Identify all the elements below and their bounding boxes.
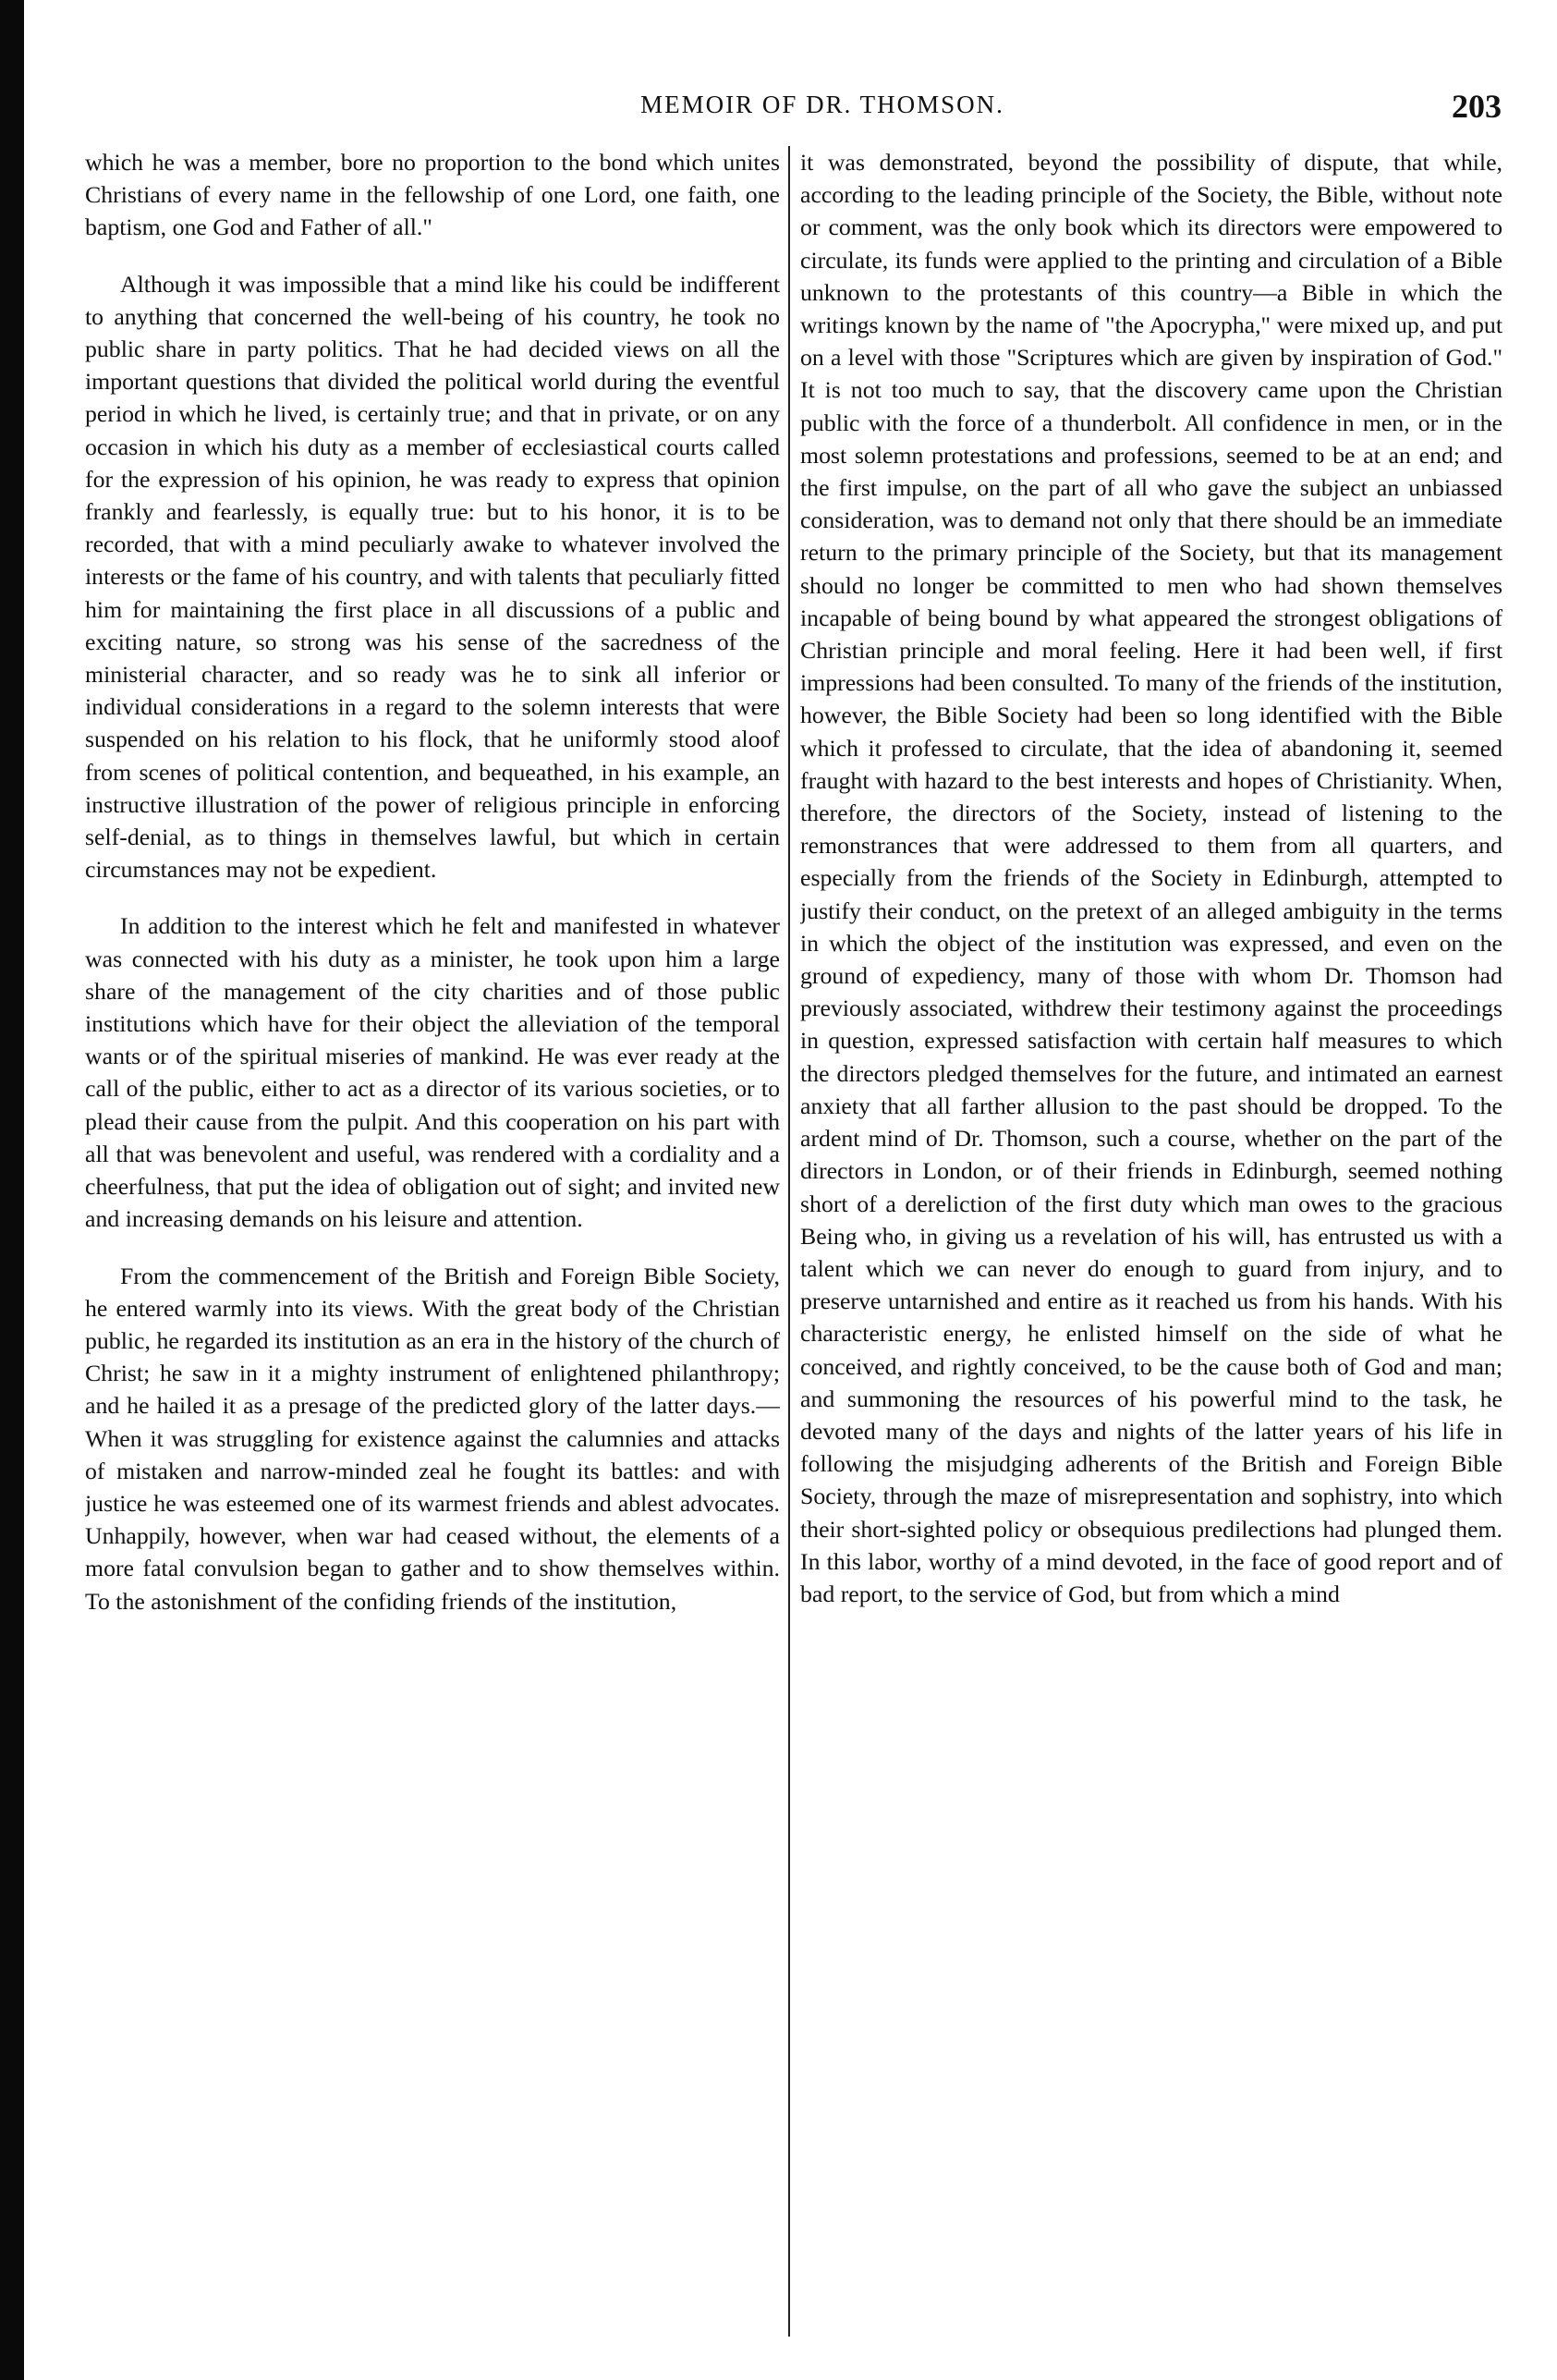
running-head: MEMOIR OF DR. THOMSON.: [640, 91, 1004, 118]
page-number: 203: [1452, 88, 1502, 125]
page-spine-shadow: [0, 0, 24, 2380]
paragraph: From the commencement of the British and Foreign Bible Society, he entered warmly into its views. With the great body of the Christian public, he regarded its institution as an era in the history of the church of Christ; he saw in it a mighty instrument of enlightened philanthropy; and he hailed it as a presage of the predicted glory of the latter days.— When it was struggling for existence against the calumnies and attacks of mistaken and narrow-minded zeal he fought its battles: and with justice he was esteemed one of its warmest friends and ablest advocates. Unhappily, however, when war had ceased without, the elements of a more fatal convulsion began to gather and to show themselves within. To the astonishment of the confiding friends of the institution,: [85, 1262, 780, 1615]
paragraph: Although it was impossible that a mind like his could be indifferent to anything that concerned the well-being of his country, he took no public share in party politics. That he had decided views on all the important questions that divided the political world during the eventful period in which he lived, is certainly true; and that in private, or on any occasion in which his duty as a member of ecclesiastical courts called for the expression of his opinion, he was ready to express that opinion frankly and fearlessly, is equally true: but to his honor, it is to be recorded, that with a mind peculiarly awake to whatever involved the interests or the fame of his country, and with talents that peculiarly fitted him for maintaining the first place in all discussions of a public and exciting nature, so strong was his sense of the sacredness of the ministerial character, and so ready was he to sink all inferior or individual considerations in a regard to the solemn interests that were suspended on his relation to his flock, that he uniformly stood aloof from scenes of political contention, and bequeathed, in his example, an instructive illustration of the power of religious principle in enforcing self-denial, as to things in themselves lawful, but which in certain circumstances may not be expedient.: [85, 270, 780, 884]
right-column: [800, 146, 1502, 2346]
page-header: [83, 88, 1502, 131]
paragraph: which he was a member, bore no proportion to the bond which unites Christians of every name in the fellowship of one Lord, one faith, one baptism, one God and Father of all.": [85, 149, 780, 241]
paragraph: In addition to the interest which he felt and manifested in whatever was connected with his duty as a minister, he took upon him a large share of the management of the city charities and of those public institutions which have for their object the alleviation of the temporal wants or of the spiritual miseries of mankind. He was ever ready at the call of the public, either to act as a director of its various societies, or to plead their cause from the pulpit. And this cooperation on his part with all that was benevolent and useful, was rendered with a cordiality and a cheerfulness, that put the idea of obligation out of sight; and invited new and increasing demands on his leisure and attention.: [85, 912, 780, 1233]
column-divider: [788, 146, 790, 2337]
paragraph: it was demonstrated, beyond the possibility of dispute, that while, according to the leading principle of the Society, the Bible, without note or comment, was the only book which its directors were empowered to circulate, its funds were applied to the printing and circulation of a Bible unknown to the protestants of this country—a Bible in which the writings known by the name of "the Apocrypha," were mixed up, and put on a level with those "Scriptures which are given by inspiration of God." It is not too much to say, that the discovery came upon the Christian public with the force of a thunderbolt. All confidence in men, or in the most solemn protestations and professions, seemed to be at an end; and the first impulse, on the part of all who gave the subject an unbiassed consideration, was to demand not only that there should be an immediate return to the primary principle of the Society, but that its management should no longer be committed to men who had shown themselves incapable of being bound by what appeared the strongest obligations of Christian principle and moral feeling. Here it had been well, if first impressions had been consulted. To many of the friends of the institution, however, the Bible Society had been so long identified with the Bible which it professed to circulate, that the idea of abandoning it, seemed fraught with hazard to the best interests and hopes of Christianity. When, therefore, the directors of the Society, instead of listening to the remonstrances that were addressed to them from all quarters, and especially from the friends of the Society in Edinburgh, attempted to justify their conduct, on the pretext of an alleged ambiguity in the terms in which the object of the institution was expressed, and even on the ground of expediency, many of those with whom Dr. Thomson had previously associated, withdrew their testimony against the proceedings in question, expressed satisfaction with certain half measures to which the directors pledged themselves for the future, and intimated an earnest anxiety that all farther allusion to the past should be dropped. To the ardent mind of Dr. Thomson, such a course, whether on the part of the directors in London, or of their friends in Edinburgh, seemed nothing short of a dereliction of the first duty which man owes to the gracious Being who, in giving us a revelation of his will, has entrusted us with a talent which we can never do enough to guard from injury, and to preserve untarnished and entire as it reached us from his hands. With his characteristic energy, he enlisted himself on the side of what he conceived, and rightly conceived, to be the cause both of God and man; and summoning the resources of his powerful mind to the task, he devoted many of the days and nights of the latter years of his life in following the misjudging adherents of the British and Foreign Bible Society, through the maze of misrepresentation and sophistry, into which their short-sighted policy or obsequious predilections had plunged them. In this labor, worthy of a mind devoted, in the face of good report and of bad report, to the service of God, but from which a mind: [800, 149, 1502, 1607]
left-column: [85, 146, 780, 2346]
